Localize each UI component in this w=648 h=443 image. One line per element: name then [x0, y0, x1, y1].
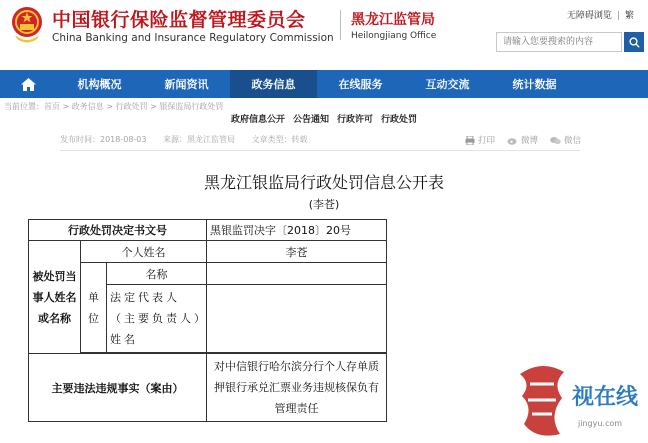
- weibo-icon: [507, 136, 518, 145]
- wechat-share-button[interactable]: [550, 134, 581, 146]
- legal-rep-label: 法定代表人（主要负责人）姓名: [107, 285, 207, 353]
- search-button[interactable]: [624, 32, 644, 52]
- table-row: [29, 220, 387, 241]
- table-row: [29, 354, 387, 422]
- weibo-share-button[interactable]: [507, 134, 538, 146]
- article-meta: [60, 134, 322, 145]
- decision-number-label: 行政处罚决定书文号: [29, 220, 207, 241]
- traditional-chinese-link[interactable]: 繁: [624, 11, 634, 21]
- unit-name-value: [207, 263, 387, 285]
- home-icon: [21, 78, 36, 91]
- breadcrumb: 当前位置：首页 > 政务信息 > 行政处罚 > 银保监局行政处罚: [4, 102, 224, 111]
- unit-label: 单位: [81, 263, 107, 353]
- nav-item-institution[interactable]: 机构概况: [77, 78, 122, 91]
- nav-home[interactable]: [0, 70, 56, 98]
- facts-label: 主要违法违规事实（案由）: [29, 354, 207, 422]
- nav-item-online-service[interactable]: 在线服务: [338, 78, 383, 91]
- subnav-gov-info-disclosure[interactable]: 政府信息公开: [230, 115, 285, 125]
- print-label: 打印: [478, 136, 496, 146]
- national-emblem-icon: [10, 5, 44, 43]
- unit-name-label: 名称: [107, 263, 207, 285]
- subnav-admin-license[interactable]: 行政许可: [337, 115, 374, 125]
- meta-divider: [60, 150, 580, 151]
- article-type: 文章类型：转载: [251, 135, 308, 144]
- decision-number-value: 黑银监罚决字〔2018〕20号: [207, 220, 387, 241]
- top-links: 无障碍浏览 | 繁: [566, 11, 634, 21]
- individual-name-label: 个人姓名: [81, 241, 207, 263]
- watermark-text: 视在线: [572, 385, 639, 410]
- facts-value: 对中信银行哈尔滨分行个人存单质押银行承兑汇票业务违规核保负有管理责任: [207, 354, 387, 422]
- nav-item-news[interactable]: 新闻资讯: [164, 78, 209, 91]
- org-name-en: China Banking and Insurance Regulatory Commission: [52, 32, 334, 44]
- header-divider: [340, 10, 341, 40]
- publish-time: 发布时间：2018-08-03: [60, 135, 147, 144]
- nav-item-government-info[interactable]: 政务信息: [230, 70, 317, 98]
- wechat-icon: [550, 136, 561, 145]
- weibo-label: 微博: [521, 136, 539, 146]
- individual-name-value: 李苍: [207, 241, 387, 263]
- document-subtitle: (李苍): [308, 198, 340, 211]
- sub-nav: [0, 112, 648, 128]
- nav-item-interaction[interactable]: 互动交流: [425, 78, 470, 91]
- accessible-browse-link[interactable]: 无障碍浏览: [566, 11, 612, 21]
- branch-name-en: Heilongjiang Office: [351, 31, 437, 41]
- subnav-announcements[interactable]: 公告通知: [292, 115, 329, 125]
- branch-name-cn: 黑龙江监管局: [351, 12, 435, 28]
- table-row: [29, 263, 387, 285]
- legal-rep-value: [207, 285, 387, 353]
- printer-icon: [465, 136, 475, 145]
- site-header: [0, 0, 648, 70]
- wechat-label: 微信: [564, 136, 582, 146]
- penalty-info-table: [28, 219, 387, 422]
- article-tools: [465, 134, 581, 146]
- search-icon: [629, 37, 640, 48]
- main-nav: [0, 70, 648, 98]
- article-source: 来源：黑龙江监管局: [163, 135, 236, 144]
- table-row: [29, 241, 387, 263]
- search-input[interactable]: [496, 32, 622, 52]
- nav-item-statistics[interactable]: 统计数据: [512, 78, 557, 91]
- document-title: 黑龙江银监局行政处罚信息公开表: [203, 173, 444, 192]
- subnav-admin-penalty[interactable]: 行政处罚: [381, 115, 418, 125]
- watermark-logo: [512, 354, 648, 443]
- print-button[interactable]: [465, 134, 495, 146]
- org-name-cn: 中国银行保险监督管理委员会: [52, 9, 306, 31]
- watermark-url: jingyu.com: [578, 419, 623, 428]
- party-label: 被处罚当事人姓名或名称: [29, 241, 81, 354]
